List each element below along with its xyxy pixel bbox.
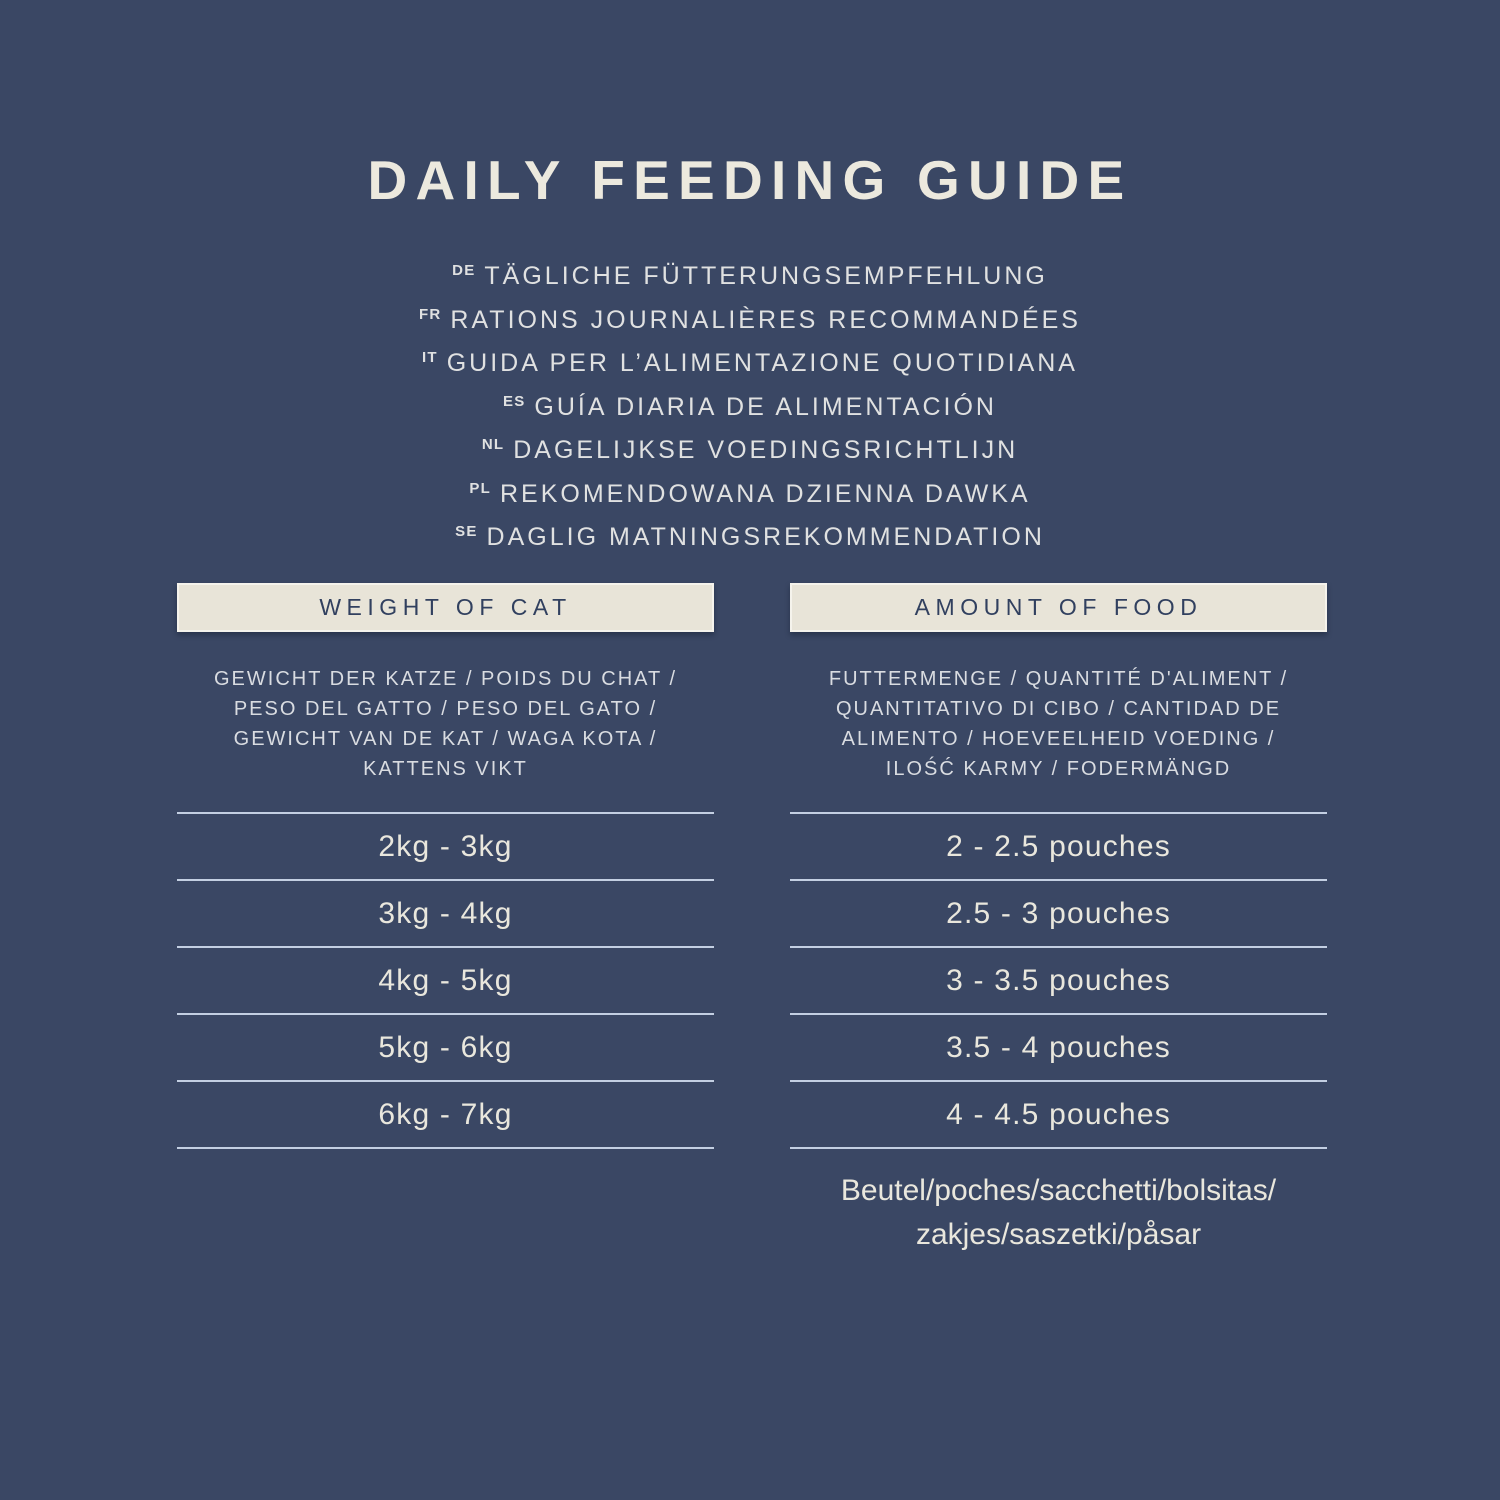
page-title: DAILY FEEDING GUIDE	[367, 149, 1133, 211]
weight-subheader-line: PESO DEL GATTO / PESO DEL GATO /	[233, 698, 658, 720]
table-row-food-2: 2.5 - 3 pouches	[790, 879, 1327, 946]
amount-of-food-column	[790, 583, 1327, 1257]
subtitle-line-nl	[0, 426, 1500, 470]
food-column-subheader	[790, 664, 1327, 784]
food-rows	[790, 812, 1327, 1149]
table-row-food-4: 3.5 - 4 pouches	[790, 1013, 1327, 1080]
food-column-header-bar	[790, 583, 1327, 632]
table-row-food-3: 3 - 3.5 pouches	[790, 946, 1327, 1013]
subtitle-text-nl: DAGELIJKSE VOEDINGSRICHTLIJN	[513, 436, 1019, 464]
table-row-weight-5: 6kg - 7kg	[177, 1080, 714, 1149]
food-subheader-line: FUTTERMENGE / QUANTITÉ D'ALIMENT /	[828, 668, 1289, 690]
subtitle-text-pl: REKOMENDOWANA DZIENNA DAWKA	[499, 479, 1031, 508]
footnote-line: zakjes/saszetki/påsar	[915, 1218, 1202, 1251]
table-row-weight-2: 3kg - 4kg	[177, 879, 714, 946]
weight-subheader-line: GEWICHT DER KATZE / POIDS DU CHAT /	[214, 668, 677, 690]
food-subheader-line: QUANTITATIVO DI CIBO / CANTIDAD DE	[835, 698, 1282, 720]
language-code-es: ES	[503, 392, 526, 410]
table-row-food-5: 4 - 4.5 pouches	[790, 1080, 1327, 1149]
language-code-se: SE	[455, 523, 478, 540]
footnote-line: Beutel/poches/sacchetti/bolsitas/	[840, 1174, 1277, 1207]
subtitle-text-de: TÄGLICHE FÜTTERUNGSEMPFEHLUNG	[484, 262, 1048, 290]
weight-column-header-label: WEIGHT OF CAT	[319, 594, 572, 620]
subtitle-line-es	[0, 383, 1500, 427]
table-row-food-1: 2 - 2.5 pouches	[790, 812, 1327, 879]
subtitle-text-se: DAGLIG MATNINGSREKOMMENDATION	[486, 523, 1045, 551]
table-row-weight-4: 5kg - 6kg	[177, 1013, 714, 1080]
subtitle-line-it	[0, 339, 1500, 383]
language-code-nl: NL	[481, 436, 505, 453]
weight-subheader-line: KATTENS VIKT	[363, 758, 528, 780]
subtitle-translations	[0, 252, 1500, 557]
weight-subheader-line: GEWICHT VAN DE KAT / WAGA KOTA /	[233, 728, 658, 750]
subtitle-text-es: GUÍA DIARIA DE ALIMENTACIÓN	[534, 392, 997, 421]
food-subheader-line: ALIMENTO / HOEVEELHEID VOEDING /	[841, 728, 1276, 750]
table-row-weight-3: 4kg - 5kg	[177, 946, 714, 1013]
weight-column-header-bar	[177, 583, 714, 632]
food-subheader-line: ILOŚĆ KARMY / FODERMÄNGD	[885, 758, 1232, 780]
subtitle-line-se	[0, 513, 1500, 557]
language-code-it: IT	[422, 349, 438, 366]
subtitle-text-fr: RATIONS JOURNALIÈRES RECOMMANDÉES	[450, 305, 1081, 334]
pouch-translations-footnote	[790, 1169, 1327, 1257]
weight-of-cat-column	[177, 583, 714, 1149]
subtitle-line-de	[0, 252, 1500, 296]
subtitle-line-pl	[0, 470, 1500, 514]
weight-column-subheader	[177, 664, 714, 784]
subtitle-line-fr	[0, 296, 1500, 340]
weight-rows	[177, 812, 714, 1149]
food-column-header-label: AMOUNT OF FOOD	[914, 594, 1203, 620]
language-code-de: DE	[452, 262, 476, 279]
subtitle-text-it: GUIDA PER L’ALIMENTAZIONE QUOTIDIANA	[446, 349, 1078, 377]
language-code-pl: PL	[469, 479, 491, 497]
language-code-fr: FR	[419, 305, 442, 323]
table-row-weight-1: 2kg - 3kg	[177, 812, 714, 879]
